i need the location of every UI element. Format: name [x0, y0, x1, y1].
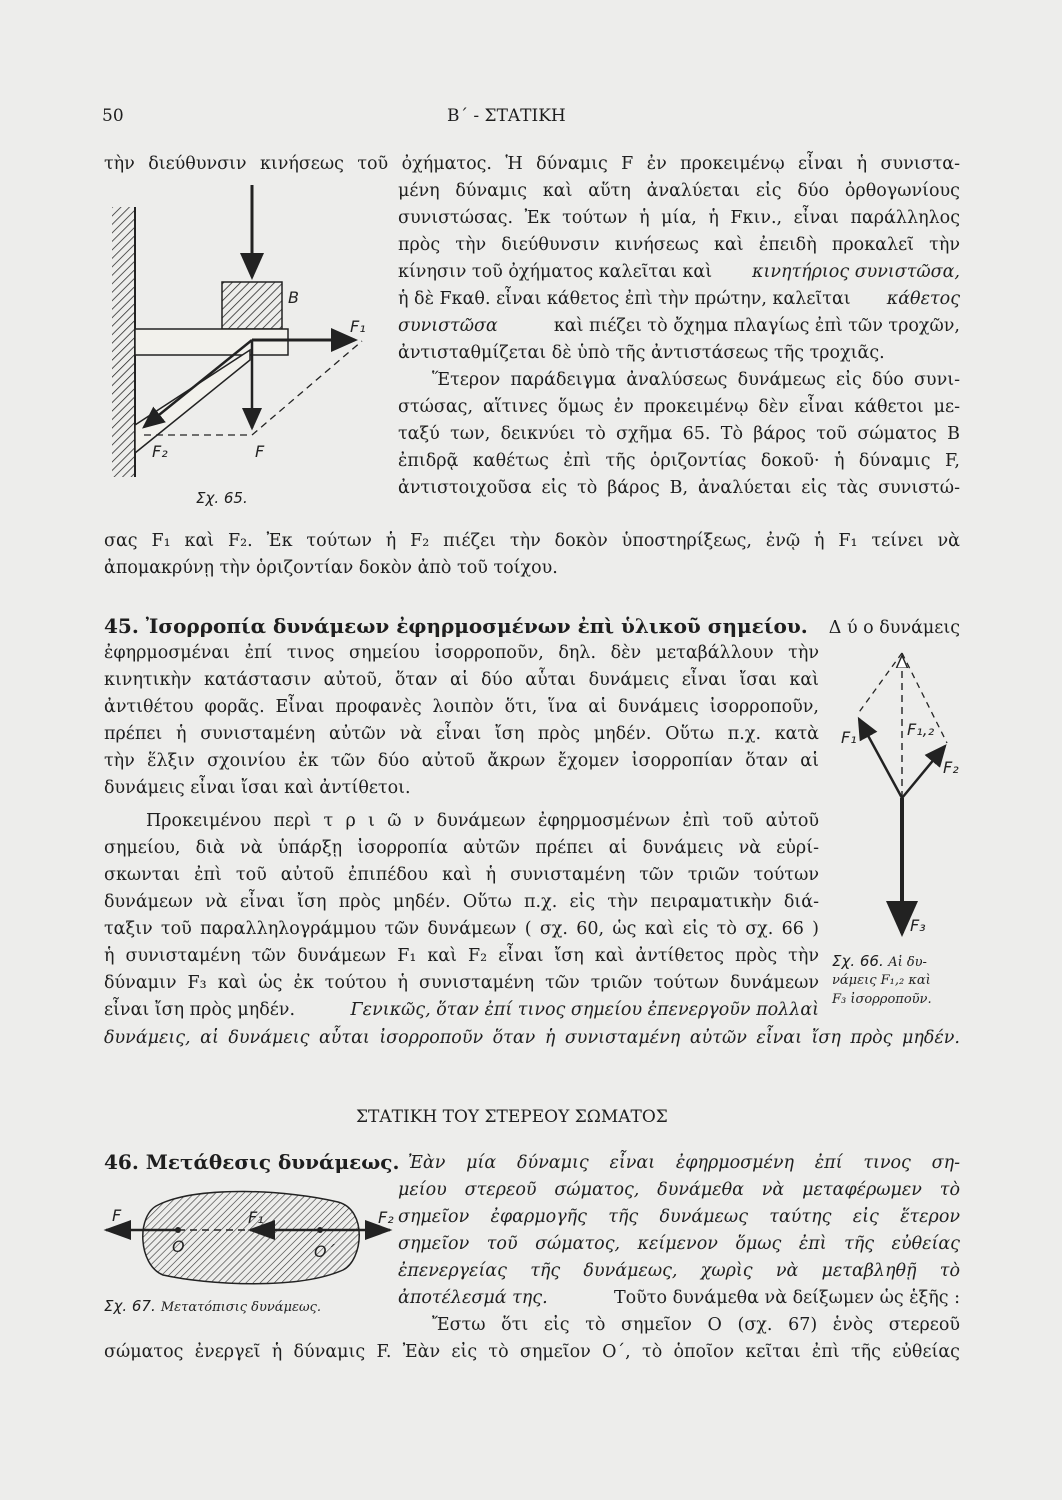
- label-f12: F₁,₂: [907, 720, 935, 739]
- text-span: κίνησιν τοῦ ὀχήματος καλεῖται καὶ: [398, 262, 713, 282]
- text-line: [398, 1285, 960, 1312]
- text-line: σκωνται ἐπὶ τοῦ αὐτοῦ ἐπιπέδου καὶ ἡ συνισταμένη τῶν τριῶν τούτων: [104, 865, 819, 885]
- text-line: πρέπει ἡ συνισταμένη αὐτῶν νὰ εἶναι ἴση πρὸς μηδέν. Οὕτω π.χ. κατὰ: [104, 724, 819, 744]
- text-line: μείου στερεοῦ σώματος, δυνάμεθα νὰ μεταφέρωμεν τὸ: [398, 1180, 960, 1200]
- text-line: Ἕτερον παράδειγμα ἀναλύσεως δυνάμεως εἰς δύο συνι-: [432, 370, 960, 390]
- text-line: ἀντιθέτου φορᾶς. Εἶναι προφανὲς λοιπὸν ὅτι, ἵνα αἱ δυνάμεις ἰσορροποῦν,: [104, 697, 819, 717]
- label-b: B: [288, 288, 299, 307]
- text-line: συνιστώσας. Ἐκ τούτων ἡ μία, ἡ Fκιν., εἶναι παράλληλος: [398, 208, 960, 228]
- f2-arrow: [902, 746, 945, 798]
- figure-66-caption: F₃ ἰσορροποῦν.: [832, 992, 932, 1007]
- dashed-line: [857, 653, 902, 715]
- text-line: ἡ συνισταμένη τῶν δυνάμεων F₁ καὶ F₂ εἶναι ἴση καὶ ἀντίθετος πρὸς τὴν: [104, 946, 819, 966]
- horizontal-beam: [135, 329, 288, 355]
- figure-67-caption: [104, 1296, 321, 1317]
- label-f3: F₃: [910, 916, 926, 935]
- label-f: F: [255, 442, 265, 461]
- text-span: εἶναι ἴση πρὸς μηδέν.: [104, 1000, 296, 1020]
- wall-hatch: [112, 207, 135, 477]
- label-f2: F₂: [943, 758, 959, 777]
- text-line: δυνάμεις εἶναι ἴσαι καὶ ἀντίθετοι.: [104, 778, 411, 798]
- label-f2: F₂: [152, 442, 168, 461]
- figure-67: [98, 1190, 398, 1290]
- text-line: ἀπομακρύνῃ τὴν ὁριζοντίαν δοκὸν ἀπὸ τοῦ τοίχου.: [104, 558, 558, 578]
- caption-text: Αἱ δυ-: [888, 955, 927, 970]
- label-f2: F₂: [378, 1208, 394, 1227]
- text-span: καὶ πιέζει τὸ ὄχημα πλαγίως ἐπὶ τῶν τροχῶν,: [553, 316, 960, 336]
- section-heading: 46. Μετάθεσις δυνάμεως.: [104, 1150, 400, 1174]
- caption-label: Σχ. 67.: [104, 1297, 156, 1315]
- figure-66: [835, 645, 965, 945]
- text-line: δυνάμεων νὰ εἶναι ἴση πρὸς μηδέν. Οὕτω π.χ. εἰς τὴν πειραματικὴν διά-: [104, 892, 819, 912]
- text-line: κινητικὴν κατάστασιν αὐτοῦ, ὅταν αἱ δύο αὗται δυνάμεις εἶναι ἴσαι καὶ: [104, 670, 819, 690]
- text-span: ἡ δὲ Fκαθ. εἶναι κάθετος ἐπὶ τὴν πρώτην, καλεῖται: [398, 289, 851, 309]
- term-italic: κινητήριος συνιστῶσα,: [752, 262, 960, 282]
- text-line: ἐπιδρᾷ καθέτως ἐπὶ τῆς ὁριζοντίας δοκοῦ· ἡ δύναμις F,: [398, 451, 960, 471]
- point-o-prime: [317, 1227, 323, 1233]
- text-line: σώματος ἐνεργεῖ ἡ δύναμις F. Ἐὰν εἰς τὸ σημεῖον O΄, τὸ ὁποῖον κεῖται ἐπὶ τῆς εὐθείας: [104, 1342, 960, 1362]
- text-line: [398, 259, 960, 286]
- point-o: [175, 1227, 181, 1233]
- text-span: Δ ύ ο δυνάμεις: [828, 618, 960, 638]
- text-line: σας F₁ καὶ F₂. Ἐκ τούτων ἡ F₂ πιέζει τὴν δοκὸν ὑποστηρίξεως, ἐνῷ ἡ F₁ τείνει νὰ: [104, 531, 960, 551]
- text-line: ταξιν τοῦ παραλληλογράμμου τῶν δυνάμεων ( σχ. 60, ὡς καὶ εἰς τὸ σχ. 66 ): [104, 919, 819, 939]
- text-line: Ἔστω ὅτι εἰς τὸ σημεῖον O (σχ. 67) ἑνὸς στερεοῦ: [432, 1315, 960, 1335]
- label-f1: F₁: [248, 1208, 264, 1227]
- label-f1: F₁: [841, 728, 857, 747]
- caption-label: Σχ. 66.: [832, 952, 884, 970]
- label-o-prime: O΄: [314, 1242, 335, 1261]
- text-line: [398, 313, 960, 340]
- term-italic: συνιστῶσα: [398, 316, 498, 336]
- text-line: Προκειμένου περὶ τ ρ ι ῶ ν δυνάμεων ἐφηρμοσμένων ἐπὶ τοῦ αὐτοῦ: [146, 811, 819, 831]
- emphasis-italic: Γενικῶς, ὅταν ἐπί τινος σημείου ἐπενεργοῦν πολλαὶ: [350, 1000, 819, 1020]
- text-line: [398, 286, 960, 313]
- weight-block: [222, 282, 282, 329]
- text-line: ἀντιστοιχοῦσα εἰς τὸ βάρος B, ἀναλύεται εἰς τὰς συνιστώ-: [398, 478, 960, 498]
- text-line: μένη δύναμις καὶ αὕτη ἀναλύεται εἰς δύο ὀρθογωνίους: [398, 181, 960, 201]
- text-line-italic: δυνάμεις, αἱ δυνάμεις αὗται ἰσορροποῦν ὅταν ἡ συνισταμένη αὐτῶν εἶναι ἴση πρὸς μηδέν.: [104, 1028, 960, 1048]
- page-number: 50: [102, 106, 124, 126]
- section-45-heading-line: [104, 614, 960, 638]
- text-line: στώσας, αἵτινες ὅμως ἐν προκειμένῳ δὲν εἶναι κάθετοι με-: [398, 397, 960, 417]
- text-line: σημεῖον ἐφαρμογῆς τῆς δυνάμεως ταύτης εἰς ἕτερον: [398, 1207, 960, 1227]
- text-line: πρὸς τὴν διεύθυνσιν κινήσεως καὶ ἐπειδὴ προκαλεῖ τὴν: [398, 235, 960, 255]
- text-span: Τοῦτο δυνάμεθα νὰ δείξωμεν ὡς ἑξῆς :: [613, 1288, 960, 1308]
- text-line: ἀντισταθμίζεται δὲ ὑπὸ τῆς ἀντιστάσεως τῆς τροχιᾶς.: [398, 343, 885, 363]
- text-span: ἀποτέλεσμά της.: [398, 1288, 548, 1308]
- figure-65-caption: Σχ. 65.: [196, 489, 248, 507]
- text-line: τὴν διεύθυνσιν κινήσεως τοῦ ὀχήματος. Ἡ δύναμις F ἐν προκειμένῳ εἶναι ἡ συνιστα-: [104, 154, 960, 174]
- text-line: [104, 997, 819, 1024]
- text-line: σημεῖον τοῦ σώματος, κείμενον ὅμως ἐπὶ τῆς εὐθείας: [398, 1234, 960, 1254]
- figure-66-caption: νάμεις F₁,₂ καὶ: [832, 973, 931, 988]
- figure-66-caption: [832, 951, 927, 972]
- text-line: σημείου, διὰ νὰ ὑπάρξῃ ἰσορροπία αὐτῶν πρέπει αἱ δυνάμεις νὰ εὑρί-: [104, 838, 819, 858]
- section-heading: 45. Ἰσορροπία δυνάμεων ἐφηρμοσμένων ἐπὶ ὑλικοῦ σημείου.: [104, 614, 808, 638]
- diagonal-strut: [135, 350, 250, 453]
- running-title: Β΄ - ΣΤΑΤΙΚΗ: [447, 106, 566, 126]
- subheading: ΣΤΑΤΙΚΗ ΤΟΥ ΣΤΕΡΕΟΥ ΣΩΜΑΤΟΣ: [356, 1107, 668, 1127]
- label-f1: F₁: [350, 317, 366, 336]
- text-line: Ἐὰν μία δύναμις εἶναι ἐφηρμοσμένη ἐπί τινος ση-: [408, 1153, 960, 1173]
- text-line: δύναμιν F₃ καὶ ὡς ἐκ τούτου ἡ συνισταμένη τῶν τριῶν τούτων δυνάμεων: [104, 973, 819, 993]
- text-line: ταξύ των, δεικνύει τὸ σχῆμα 65. Τὸ βάρος τοῦ σώματος B: [398, 424, 960, 444]
- term-italic: κάθετος: [886, 289, 960, 309]
- caption-text: Μετατόπισις δυνάμεως.: [160, 1300, 321, 1315]
- f1-arrow: [859, 719, 902, 798]
- text-line: ἐφηρμοσμέναι ἐπί τινος σημείου ἰσορροποῦν, δηλ. δὲν μεταβάλλουν τὴν: [104, 643, 819, 663]
- text-line: τὴν ἕλξιν σχοινίου ἐκ τῶν δύο αὐτοῦ ἄκρων ἔχομεν ἰσορροπίαν ὅταν αἱ: [104, 751, 819, 771]
- label-o: O: [172, 1237, 185, 1256]
- text-line: ἐπενεργείας τῆς δυνάμεως, χωρὶς νὰ μεταβληθῇ τὸ: [398, 1261, 960, 1281]
- label-f: F: [112, 1206, 122, 1225]
- figure-65: [100, 185, 380, 485]
